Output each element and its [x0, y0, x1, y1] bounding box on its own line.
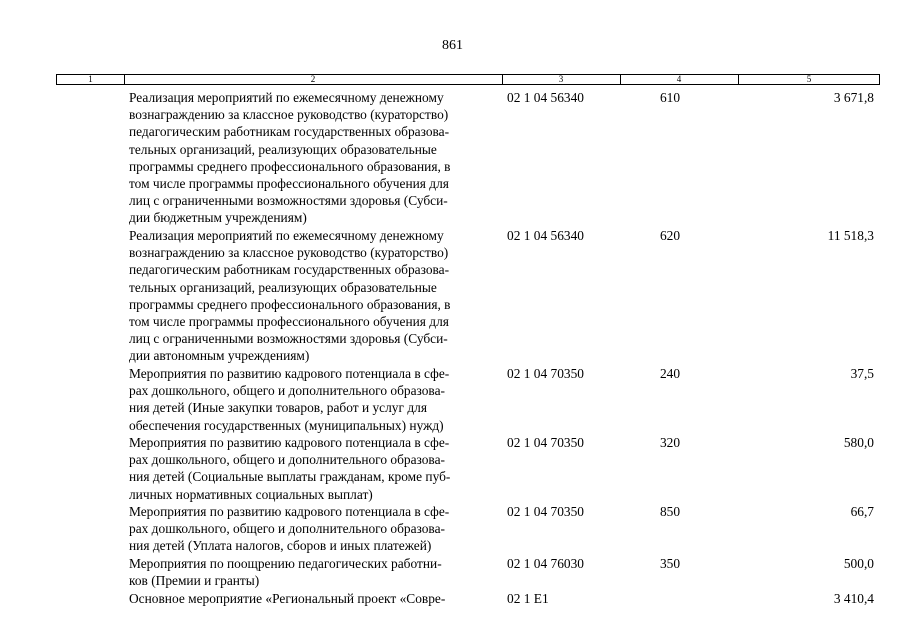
row-amount: 3 671,8: [833, 90, 874, 105]
description-line: том числе программы профессионального обучения для: [129, 314, 449, 330]
description-line: том числе программы профессионального обучения для: [129, 176, 449, 192]
row-expense-type: 320: [659, 435, 681, 450]
row-amount: 11 518,3: [827, 228, 874, 243]
table-row: [0, 503, 905, 555]
row-amount: 580,0: [843, 435, 874, 450]
row-description: [129, 365, 495, 434]
table-row: [0, 590, 905, 608]
description-line: рах дошкольного, общего и дополнительного образова-: [129, 383, 445, 399]
row-description: [129, 227, 495, 365]
row-description: [129, 503, 495, 555]
row-expense-type: 620: [659, 228, 681, 243]
row-description: [129, 89, 495, 227]
row-expense-type: 350: [659, 556, 681, 571]
description-line: педагогическим работникам государственных образова-: [129, 124, 450, 140]
description-line: Основное мероприятие «Региональный проект «Совре-: [129, 591, 446, 606]
description-line: ков (Премии и гранты): [129, 573, 260, 589]
row-amount: 3 410,4: [833, 591, 874, 606]
description-line: вознаграждению за классное руководство (кураторство): [129, 107, 449, 123]
row-amount: 66,7: [850, 504, 874, 519]
row-description: [129, 434, 495, 503]
description-line: вознаграждению за классное руководство (кураторство): [129, 245, 449, 261]
column-header-2: 2: [310, 74, 316, 84]
row-code: 02 1 04 70350: [507, 435, 584, 450]
row-code: 02 1 04 70350: [507, 504, 584, 519]
row-code: 02 1 E1: [507, 591, 549, 606]
description-line: дии автономным учреждениям): [129, 348, 310, 364]
description-line: программы среднего профессионального образования, в: [129, 296, 451, 312]
description-line: тельных организаций, реализующих образовательные: [129, 141, 437, 157]
description-line: лиц с ограниченными возможностями здоровья (Субси-: [129, 331, 448, 347]
description-line: Мероприятия по развитию кадрового потенциала в сфе-: [129, 435, 450, 450]
page-number: 861: [442, 38, 463, 53]
column-header-4: 4: [676, 74, 682, 84]
table-row: [0, 365, 905, 434]
description-line: обеспечения государственных (муниципальных) нужд): [129, 417, 444, 433]
column-header-5: 5: [806, 74, 812, 84]
row-amount: 37,5: [850, 366, 874, 381]
row-expense-type: 850: [659, 504, 681, 519]
table-row: [0, 434, 905, 503]
description-line: лиц с ограниченными возможностями здоровья (Субси-: [129, 193, 448, 209]
row-code: 02 1 04 56340: [507, 90, 584, 105]
row-code: 02 1 04 70350: [507, 366, 584, 381]
row-description: [129, 590, 495, 607]
description-line: Мероприятия по развитию кадрового потенциала в сфе-: [129, 366, 450, 381]
description-line: Мероприятия по развитию кадрового потенциала в сфе-: [129, 504, 450, 519]
row-expense-type: 240: [659, 366, 681, 381]
column-header-1: 1: [88, 74, 93, 84]
row-description: [129, 555, 495, 589]
description-line: тельных организаций, реализующих образовательные: [129, 279, 437, 295]
row-code: 02 1 04 76030: [507, 556, 584, 571]
description-line: ния детей (Социальные выплаты гражданам, кроме пуб-: [129, 469, 451, 485]
description-line: программы среднего профессионального образования, в: [129, 158, 451, 174]
budget-table-body: [0, 89, 905, 608]
row-code: 02 1 04 56340: [507, 228, 584, 243]
row-amount: 500,0: [843, 556, 874, 571]
table-row: [0, 89, 905, 227]
description-line: дии бюджетным учреждениям): [129, 210, 307, 226]
table-row: [0, 555, 905, 590]
description-line: Реализация мероприятий по ежемесячному денежному: [129, 90, 444, 105]
description-line: Мероприятия по поощрению педагогических работни-: [129, 556, 442, 571]
description-line: рах дошкольного, общего и дополнительного образова-: [129, 521, 445, 537]
column-header-row: [56, 74, 880, 85]
description-line: Реализация мероприятий по ежемесячному денежному: [129, 228, 444, 243]
row-expense-type: 610: [659, 90, 681, 105]
description-line: педагогическим работникам государственных образова-: [129, 262, 450, 278]
table-row: [0, 227, 905, 365]
description-line: ния детей (Иные закупки товаров, работ и услуг для: [129, 400, 427, 416]
description-line: ния детей (Уплата налогов, сборов и иных платежей): [129, 538, 432, 554]
column-header-3: 3: [558, 74, 564, 84]
description-line: рах дошкольного, общего и дополнительного образова-: [129, 452, 445, 468]
description-line: личных нормативных социальных выплат): [129, 486, 373, 502]
